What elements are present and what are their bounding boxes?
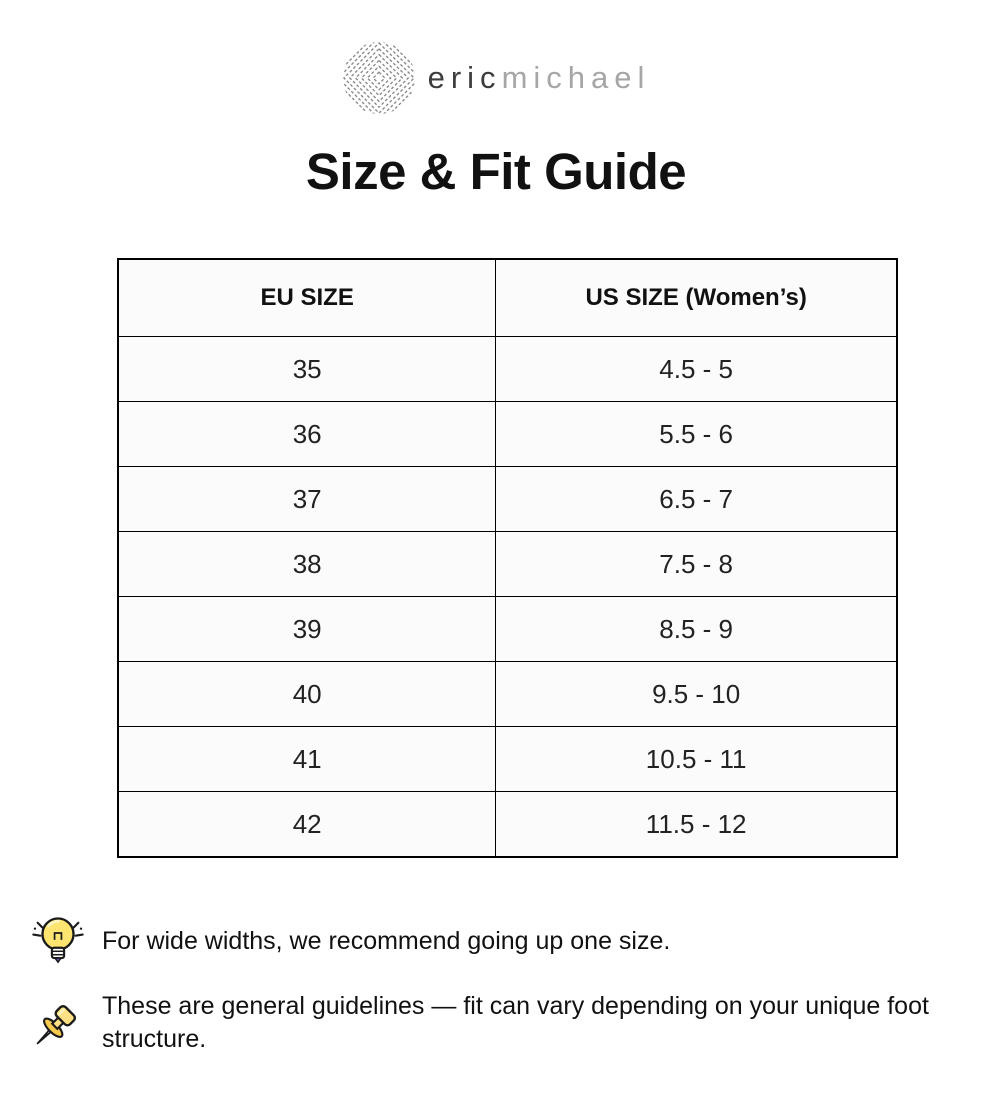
pushpin-icon bbox=[28, 992, 88, 1054]
note-text: For wide widths, we recommend going up one size. bbox=[102, 926, 671, 955]
table-header-eu-size: EU SIZE bbox=[118, 259, 496, 337]
footer-notes bbox=[28, 910, 968, 1056]
eu-size-cell: 38 bbox=[118, 532, 496, 597]
eu-size-cell: 42 bbox=[118, 792, 496, 858]
size-table bbox=[117, 258, 898, 858]
table-row bbox=[118, 597, 897, 662]
brand-wordmark bbox=[428, 60, 651, 96]
eu-size-cell: 37 bbox=[118, 467, 496, 532]
eu-size-cell: 41 bbox=[118, 727, 496, 792]
us-size-cell: 11.5 - 12 bbox=[496, 792, 897, 858]
us-size-cell: 6.5 - 7 bbox=[496, 467, 897, 532]
table-row bbox=[118, 792, 897, 858]
us-size-cell: 9.5 - 10 bbox=[496, 662, 897, 727]
note-general-guidelines bbox=[28, 990, 968, 1056]
table-row bbox=[118, 337, 897, 402]
eu-size-cell: 36 bbox=[118, 402, 496, 467]
diamond-pattern-icon bbox=[342, 41, 416, 115]
brand-name-second: michael bbox=[501, 60, 651, 95]
us-size-cell: 7.5 - 8 bbox=[496, 532, 897, 597]
eu-size-cell: 35 bbox=[118, 337, 496, 402]
table-header-row bbox=[118, 259, 897, 337]
eu-size-cell: 39 bbox=[118, 597, 496, 662]
us-size-cell: 8.5 - 9 bbox=[496, 597, 897, 662]
table-row bbox=[118, 402, 897, 467]
table-header-us-size: US SIZE (Women’s) bbox=[496, 259, 897, 337]
us-size-cell: 4.5 - 5 bbox=[496, 337, 897, 402]
note-text: These are general guidelines — fit can vary depending on your unique foot structure. bbox=[102, 992, 929, 1053]
table-row bbox=[118, 532, 897, 597]
table-row bbox=[118, 727, 897, 792]
note-wide-widths bbox=[28, 910, 968, 972]
page-title: Size & Fit Guide bbox=[305, 143, 687, 200]
table-row bbox=[118, 467, 897, 532]
us-size-cell: 10.5 - 11 bbox=[496, 727, 897, 792]
eu-size-cell: 40 bbox=[118, 662, 496, 727]
brand-logo bbox=[0, 0, 992, 116]
table-row bbox=[118, 662, 897, 727]
us-size-cell: 5.5 - 6 bbox=[496, 402, 897, 467]
lightbulb-icon bbox=[28, 910, 88, 972]
brand-name-first: eric bbox=[427, 60, 502, 95]
